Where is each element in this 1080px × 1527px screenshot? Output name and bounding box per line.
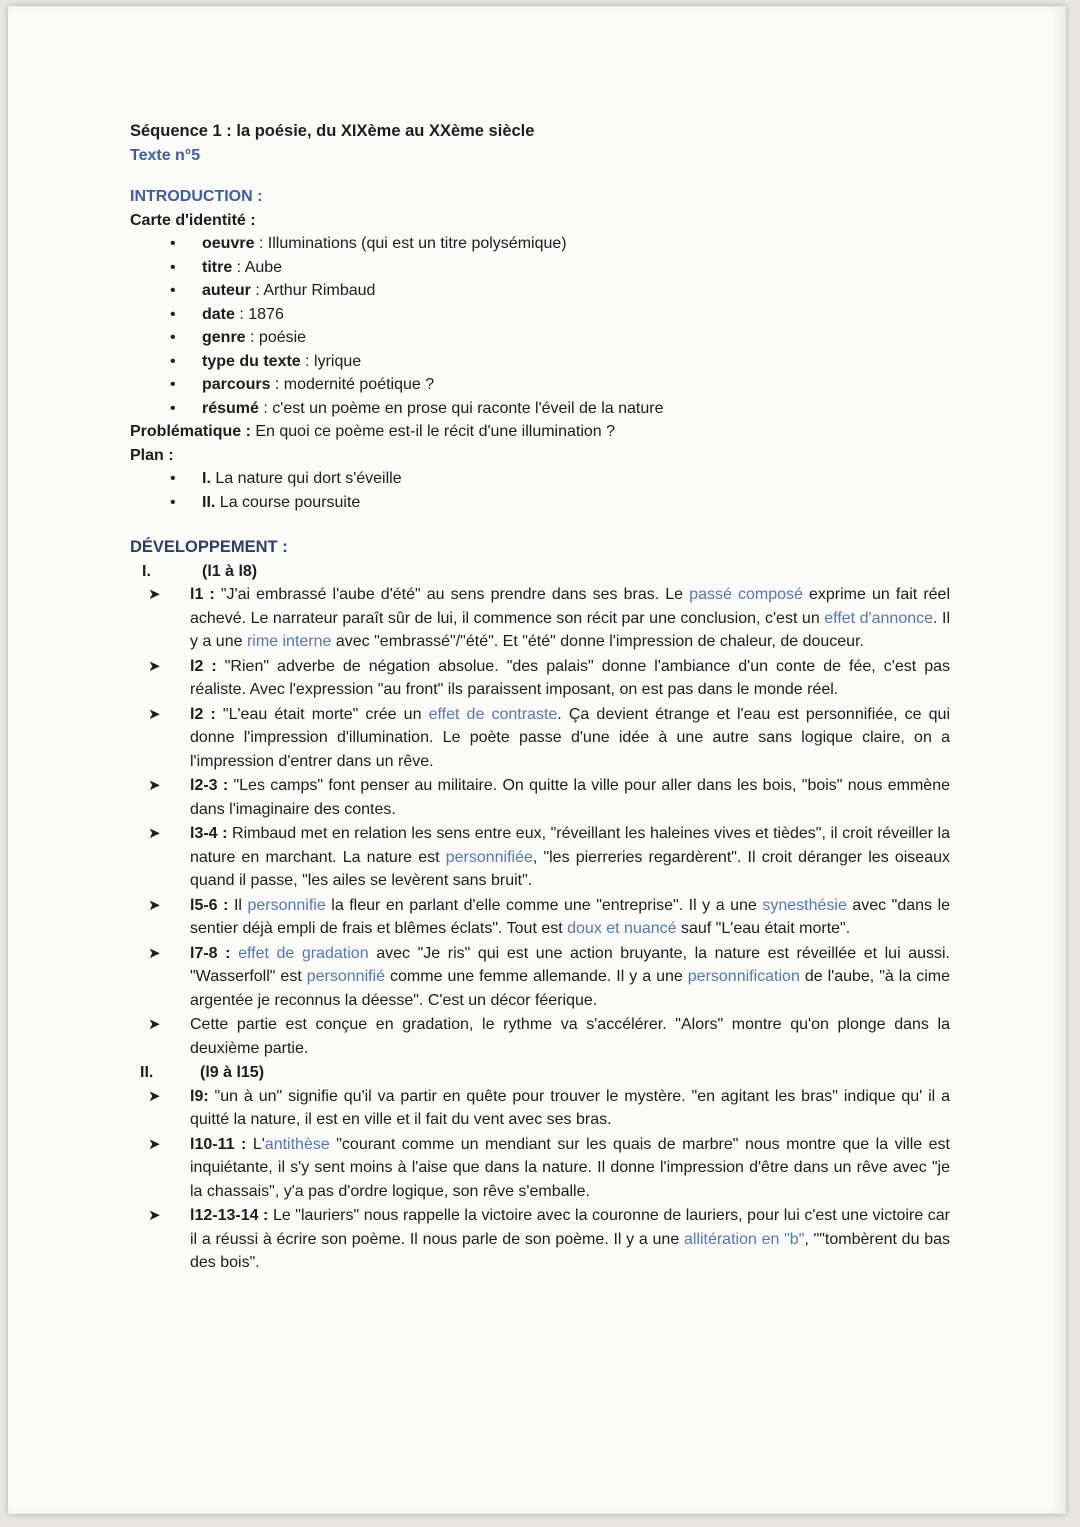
- text: "un à un" signifie qu'il va partir en quête pour trouver le mystère. "en agitant les bras" indique qu' il a quitté la nature, il est en ville et il fait du vent avec ses bras.: [190, 1087, 950, 1128]
- problem-text: En quoi ce poème est-il le récit d'une illumination ?: [250, 423, 616, 440]
- problem-label: Problématique :: [130, 423, 251, 440]
- plan-text: La nature qui dort s'éveille: [210, 470, 402, 487]
- text: Le "lauriers" nous rappelle la victoire avec la couronne de lauriers, pour lui c'est une victoire car il a réussi à écrire son poème. Il nous parle de son poème. Il y a une: [190, 1207, 951, 1248]
- text: L': [246, 1135, 265, 1153]
- development-heading: DÉVELOPPEMENT :: [130, 538, 288, 556]
- item-label: type du texte: [202, 352, 301, 370]
- list-item: [130, 822, 950, 893]
- list-item: [130, 1013, 950, 1060]
- item-value: : Aube: [232, 258, 283, 276]
- item-label: parcours: [202, 376, 271, 393]
- list-item: [170, 232, 950, 256]
- item-label: auteur: [202, 282, 251, 299]
- sequence-title: Séquence 1 : la poésie, du XIXème au XXème siècle: [130, 122, 535, 140]
- part-range: (l9 à l15): [200, 1064, 265, 1081]
- text: de l'aube, "à la cime argentée je reconnus la déesse". C'est un décor féerique.: [190, 968, 950, 1009]
- part-number: II.: [140, 1064, 154, 1081]
- line-ref: l9:: [190, 1087, 209, 1105]
- list-item: [130, 942, 950, 1013]
- plan-text: La course poursuite: [215, 493, 361, 511]
- keyword: rime interne: [246, 633, 332, 650]
- text: "L'eau était morte" crée un: [215, 705, 429, 723]
- plan-number: I.: [202, 470, 211, 487]
- item-label: titre: [202, 258, 233, 276]
- problematic: [130, 420, 950, 444]
- text: "J'ai embrassé l'aube d'été" au sens prendre dans ses bras. Le: [214, 586, 690, 603]
- list-item: [130, 1133, 950, 1204]
- line-ref: l2 :: [190, 705, 216, 723]
- list-item: [130, 1085, 950, 1132]
- keyword: antithèse: [264, 1135, 330, 1153]
- keyword: effet de contraste: [428, 705, 558, 723]
- keyword: doux et nuancé: [567, 920, 677, 937]
- keyword: effet d'annonce: [824, 609, 934, 627]
- line-ref: l5-6 :: [190, 896, 229, 914]
- text: Rimbaud met en relation les sens entre eux, "réveillant les haleines vives et tièdes", il croit réveiller la nature en marchant. La nature est: [190, 825, 951, 866]
- keyword: personnifiée: [445, 848, 533, 866]
- text: avec "Je ris" qui est une action bruyante, la nature est réveillée et lui aussi. "Wasserfoll" est: [190, 944, 951, 985]
- item-label: genre: [202, 329, 246, 346]
- list-item: [130, 1204, 950, 1275]
- plan-number: II.: [202, 493, 216, 511]
- list-item: [170, 467, 950, 491]
- list-item: [170, 373, 950, 397]
- text: "Rien" adverbe de négation absolue. "des palais" donne l'ambiance d'un conte de fée, c'est pas réaliste. Avec l'expression "au front" ils paraissent imposant, on est pas dans le monde réel.: [190, 657, 951, 698]
- list-item: [130, 703, 950, 774]
- item-value: : 1876: [234, 305, 284, 323]
- analysis-list-part1: [130, 583, 950, 1060]
- intro-heading: INTRODUCTION :: [130, 188, 263, 205]
- text: comme une femme allemande. Il y a une: [385, 968, 688, 985]
- list-item: [170, 256, 950, 280]
- keyword: synesthésie: [762, 896, 847, 914]
- text: , "les pierreries regardèrent". Il croit déranger les oiseaux quand il passe, "les ailes se levèrent sans bruit".: [190, 848, 951, 889]
- document-content: [130, 120, 950, 1276]
- item-value: : Arthur Rimbaud: [250, 282, 376, 299]
- text: Cette partie est conçue en gradation, le rythme va s'accélérer. "Alors" montre qu'on plonge dans la deuxième partie.: [190, 1016, 950, 1057]
- item-value: : lyrique: [300, 352, 362, 370]
- line-ref: l1 :: [190, 586, 215, 603]
- list-item: [170, 303, 950, 327]
- text: [230, 945, 238, 962]
- keyword: allitération en "b": [683, 1230, 805, 1248]
- item-label: date: [202, 305, 235, 323]
- text: sauf "L'eau était morte".: [676, 920, 851, 937]
- list-item: [130, 774, 950, 821]
- part-heading: [130, 1061, 950, 1085]
- line-ref: l12-13-14 :: [190, 1207, 269, 1224]
- keyword: passé composé: [689, 586, 803, 603]
- line-ref: l2 :: [190, 657, 217, 675]
- text: Il: [228, 896, 248, 914]
- text: , ""tombèrent du bas des bois".: [190, 1230, 950, 1271]
- part-range: (l1 à l8): [202, 562, 258, 580]
- keyword: effet de gradation: [238, 944, 369, 962]
- keyword: personnifié: [306, 968, 386, 985]
- paper-sheet: [8, 6, 1066, 1514]
- item-label: oeuvre: [202, 235, 255, 252]
- keyword: personnifie: [247, 896, 326, 914]
- list-item: [130, 583, 950, 654]
- list-item: [170, 350, 950, 374]
- line-ref: l2-3 :: [190, 777, 229, 794]
- text: "Les camps" font penser au militaire. On quitte la ville pour aller dans les bois, "bois" nous emmène dans l'imaginaire des contes.: [190, 777, 950, 818]
- line-ref: l10-11 :: [190, 1135, 247, 1153]
- list-item: [130, 655, 950, 702]
- text: avec "embrassé"/"été". Et "été" donne l'impression de chaleur, de douceur.: [331, 633, 864, 650]
- item-value: : poésie: [245, 329, 307, 346]
- text-number: Texte n°5: [130, 146, 201, 164]
- line-ref: l7-8 :: [190, 944, 231, 962]
- item-label: résumé: [202, 399, 259, 417]
- item-value: : modernité poétique ?: [270, 376, 435, 393]
- list-item: [170, 279, 950, 303]
- part-number: I.: [142, 562, 151, 580]
- text: "courant comme un mendiant sur les quais de marbre" nous montre que la ville est inquiétante, il s'y sent moins à l'aise que dans la nature. Il donne l'impression d'être dans un rêve avec "je la chassais", y'a pas d'ordre logique, son rêve s'emballe.: [190, 1135, 951, 1200]
- list-item: [170, 491, 950, 515]
- text: la fleur en parlant d'elle comme une "entreprise". Il y a une: [325, 896, 763, 914]
- list-item: [130, 894, 950, 941]
- keyword: personnification: [687, 968, 800, 985]
- line-ref: l3-4 :: [190, 825, 228, 842]
- id-card-list: [130, 232, 950, 420]
- plan-label: Plan :: [130, 446, 174, 464]
- part-heading: [130, 560, 950, 584]
- text: exprime un fait réel achevé. Le narrateur paraît sûr de lui, il commence son récit par une conclusion, c'est un: [190, 586, 951, 627]
- text: . Il y a une: [190, 609, 951, 650]
- id-card-label: Carte d'identité :: [130, 211, 256, 229]
- list-item: [170, 397, 950, 421]
- item-value: : c'est un poème en prose qui raconte l'éveil de la nature: [258, 399, 664, 417]
- plan-list: [130, 467, 950, 514]
- analysis-list-part2: [130, 1085, 950, 1275]
- list-item: [170, 326, 950, 350]
- text: . Ça devient étrange et l'eau est personnifiée, ce qui donne l'impression d'illumination. Le poète passe d'une idée à une autre sans logique claire, on a l'impression d'entrer dans un rêve.: [190, 705, 951, 770]
- item-value: : Illuminations (qui est un titre polysémique): [254, 235, 567, 252]
- text: avec "dans le sentier déjà empli de frais et blêmes éclats". Tout est: [190, 896, 951, 937]
